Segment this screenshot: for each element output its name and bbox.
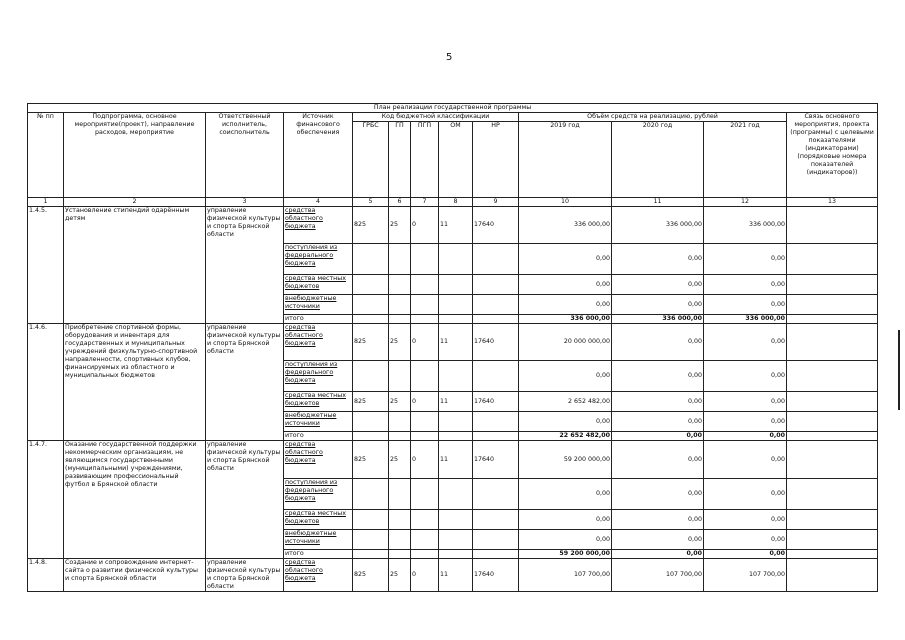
header-funds: Объём средств на реализацию, рублей (519, 113, 787, 122)
source-extra: внебюджетные источники (284, 295, 353, 315)
code-gp (389, 361, 411, 392)
code-grbs: 825 (353, 441, 389, 479)
code-om (439, 275, 473, 295)
amount-2020: 336 000,00 (612, 207, 704, 244)
source-federal: поступления из федерального бюджета (284, 479, 353, 510)
code-pgp: 0 (411, 207, 439, 244)
amount-2019: 336 000,00 (519, 207, 612, 244)
code-gp (389, 432, 411, 441)
amount-2020: 0,00 (612, 510, 704, 530)
header-2021: 2021 год (704, 122, 787, 198)
indicator-link (787, 392, 878, 412)
amount-2019: 20 000 000,00 (519, 324, 612, 361)
code-nr: 17640 (473, 559, 519, 592)
row-number: 1.4.7. (28, 441, 64, 559)
amount-2019: 336 000,00 (519, 315, 612, 324)
indicator-link (787, 207, 878, 244)
amount-2019: 107 700,00 (519, 559, 612, 592)
code-om: 11 (439, 441, 473, 479)
code-om: 11 (439, 392, 473, 412)
source-regional: средства областного бюджета (284, 559, 353, 592)
code-pgp: 0 (411, 324, 439, 361)
amount-2020: 0,00 (612, 432, 704, 441)
amount-2019: 22 652 482,00 (519, 432, 612, 441)
activity-name: Установление стипендий одарённым детям (64, 207, 206, 324)
code-nr (473, 412, 519, 432)
column-number: 3 (206, 198, 284, 207)
code-nr: 17640 (473, 207, 519, 244)
plan-title: План реализации государственной программы (28, 104, 878, 113)
plan-table (27, 103, 878, 592)
header-source: Источник финансового обеспечения (284, 113, 353, 198)
indicator-link (787, 441, 878, 479)
code-pgp (411, 550, 439, 559)
code-nr (473, 550, 519, 559)
amount-2021: 0,00 (704, 530, 787, 550)
activity-name: Приобретение спортивной формы, оборудования и инвентаря для государственных и муниципальных учреждений физкультурно-спортивной направленности, спортивных клубов, финансируемых из областного и муниципальных бюджетов (64, 324, 206, 441)
indicator-link (787, 361, 878, 392)
indicator-link (787, 550, 878, 559)
code-gp (389, 530, 411, 550)
amount-2021: 107 700,00 (704, 559, 787, 592)
code-pgp (411, 295, 439, 315)
executor: управление физической культуры и спорта Брянской области (206, 324, 284, 441)
column-number: 2 (64, 198, 206, 207)
code-nr (473, 479, 519, 510)
amount-2021: 0,00 (704, 441, 787, 479)
column-number: 5 (353, 198, 389, 207)
code-pgp (411, 479, 439, 510)
code-om (439, 530, 473, 550)
code-gp (389, 244, 411, 275)
amount-2019: 0,00 (519, 244, 612, 275)
amount-2021: 336 000,00 (704, 207, 787, 244)
code-nr (473, 295, 519, 315)
column-number: 6 (389, 198, 411, 207)
amount-2019: 0,00 (519, 530, 612, 550)
code-grbs (353, 275, 389, 295)
code-pgp: 0 (411, 559, 439, 592)
amount-2019: 59 200 000,00 (519, 441, 612, 479)
header-2019: 2019 год (519, 122, 612, 198)
source-federal: поступления из федерального бюджета (284, 244, 353, 275)
amount-2019: 0,00 (519, 412, 612, 432)
amount-2020: 107 700,00 (612, 559, 704, 592)
header-pgp: ПГП (411, 122, 439, 198)
code-nr: 17640 (473, 324, 519, 361)
amount-2020: 0,00 (612, 550, 704, 559)
amount-2021: 336 000,00 (704, 315, 787, 324)
indicator-link (787, 510, 878, 530)
amount-2019: 0,00 (519, 295, 612, 315)
indicator-link (787, 412, 878, 432)
source-federal: поступления из федерального бюджета (284, 361, 353, 392)
scan-edge-mark (898, 330, 900, 410)
amount-2019: 0,00 (519, 510, 612, 530)
code-pgp (411, 432, 439, 441)
code-pgp (411, 244, 439, 275)
column-number: 13 (787, 198, 878, 207)
header-num: № пп (28, 113, 64, 198)
code-grbs (353, 295, 389, 315)
indicator-link (787, 275, 878, 295)
code-om (439, 315, 473, 324)
code-om: 11 (439, 324, 473, 361)
code-pgp (411, 275, 439, 295)
activity-name: Оказание государственной поддержки некоммерческим организациям, не являющимся государственными (муниципальными) учреждениями, развивающим профессиональный футбол в Брянской области (64, 441, 206, 559)
table-row (28, 441, 878, 479)
amount-2019: 0,00 (519, 479, 612, 510)
source-total: итого (284, 432, 353, 441)
code-grbs (353, 479, 389, 510)
code-grbs (353, 530, 389, 550)
code-grbs (353, 412, 389, 432)
code-gp: 25 (389, 559, 411, 592)
code-om (439, 479, 473, 510)
code-nr (473, 315, 519, 324)
code-pgp (411, 361, 439, 392)
amount-2020: 0,00 (612, 275, 704, 295)
code-pgp (411, 530, 439, 550)
code-pgp (411, 315, 439, 324)
source-local: средства местных бюджетов (284, 275, 353, 295)
indicator-link (787, 295, 878, 315)
column-number: 4 (284, 198, 353, 207)
code-gp: 25 (389, 324, 411, 361)
source-extra: внебюджетные источники (284, 412, 353, 432)
code-nr (473, 275, 519, 295)
source-local: средства местных бюджетов (284, 510, 353, 530)
code-om (439, 244, 473, 275)
code-om (439, 412, 473, 432)
indicator-link (787, 479, 878, 510)
code-om: 11 (439, 559, 473, 592)
code-nr: 17640 (473, 441, 519, 479)
code-gp: 25 (389, 392, 411, 412)
page-number: 5 (446, 52, 453, 63)
amount-2021: 0,00 (704, 295, 787, 315)
header-activity: Подпрограмма, основное мероприятие(проект), направление расходов, мероприятие (64, 113, 206, 198)
activity-name: Создание и сопровождение интернет-сайта о развитии физической культуры и спорта Брянской области (64, 559, 206, 592)
code-om: 11 (439, 207, 473, 244)
amount-2021: 0,00 (704, 275, 787, 295)
amount-2020: 0,00 (612, 295, 704, 315)
amount-2021: 0,00 (704, 244, 787, 275)
amount-2020: 0,00 (612, 441, 704, 479)
header-indicators: Связь основного мероприятия, проекта (программы) с целевыми показателями (индикаторами) (порядковые номера показателей (индикаторов)) (787, 113, 878, 198)
header-2020: 2020 год (612, 122, 704, 198)
code-om (439, 510, 473, 530)
code-grbs: 825 (353, 324, 389, 361)
column-number: 9 (473, 198, 519, 207)
executor: управление физической культуры и спорта Брянской области (206, 207, 284, 324)
amount-2020: 0,00 (612, 392, 704, 412)
code-grbs: 825 (353, 392, 389, 412)
code-gp: 25 (389, 207, 411, 244)
indicator-link (787, 244, 878, 275)
source-local: средства местных бюджетов (284, 392, 353, 412)
code-grbs (353, 361, 389, 392)
amount-2019: 2 652 482,00 (519, 392, 612, 412)
source-total: итого (284, 315, 353, 324)
row-number: 1.4.5. (28, 207, 64, 324)
header-grbs: ГРБС (353, 122, 389, 198)
code-pgp (411, 510, 439, 530)
amount-2020: 0,00 (612, 530, 704, 550)
amount-2021: 0,00 (704, 412, 787, 432)
column-number: 12 (704, 198, 787, 207)
amount-2021: 0,00 (704, 432, 787, 441)
indicator-link (787, 530, 878, 550)
code-grbs (353, 432, 389, 441)
code-gp (389, 315, 411, 324)
code-om (439, 550, 473, 559)
code-grbs (353, 244, 389, 275)
indicator-link (787, 315, 878, 324)
code-gp (389, 550, 411, 559)
source-regional: средства областного бюджета (284, 207, 353, 244)
code-om (439, 432, 473, 441)
table-row (28, 324, 878, 361)
column-number-row (28, 198, 878, 207)
code-grbs (353, 510, 389, 530)
code-gp (389, 412, 411, 432)
header-nr: НР (473, 122, 519, 198)
column-number: 8 (439, 198, 473, 207)
amount-2021: 0,00 (704, 361, 787, 392)
row-number: 1.4.6. (28, 324, 64, 441)
amount-2020: 0,00 (612, 244, 704, 275)
code-gp (389, 275, 411, 295)
code-grbs (353, 315, 389, 324)
column-number: 1 (28, 198, 64, 207)
indicator-link (787, 559, 878, 592)
header-gp: ГП (389, 122, 411, 198)
amount-2020: 0,00 (612, 361, 704, 392)
code-nr (473, 361, 519, 392)
code-gp (389, 295, 411, 315)
source-total: итого (284, 550, 353, 559)
amount-2020: 0,00 (612, 324, 704, 361)
header-budget-code: Код бюджетной классификации (353, 113, 519, 122)
code-gp: 25 (389, 441, 411, 479)
code-gp (389, 479, 411, 510)
amount-2019: 0,00 (519, 275, 612, 295)
source-regional: средства областного бюджета (284, 324, 353, 361)
column-number: 7 (411, 198, 439, 207)
amount-2020: 0,00 (612, 412, 704, 432)
amount-2020: 336 000,00 (612, 315, 704, 324)
code-nr: 17640 (473, 392, 519, 412)
amount-2021: 0,00 (704, 550, 787, 559)
header-om: ОМ (439, 122, 473, 198)
code-nr (473, 432, 519, 441)
table-row (28, 559, 878, 592)
table-row (28, 207, 878, 244)
amount-2019: 0,00 (519, 361, 612, 392)
amount-2021: 0,00 (704, 510, 787, 530)
row-number: 1.4.8. (28, 559, 64, 592)
code-pgp (411, 412, 439, 432)
code-nr (473, 244, 519, 275)
code-nr (473, 510, 519, 530)
code-gp (389, 510, 411, 530)
executor: управление физической культуры и спорта Брянской области (206, 441, 284, 559)
executor: управление физической культуры и спорта Брянской области (206, 559, 284, 592)
indicator-link (787, 432, 878, 441)
code-grbs: 825 (353, 559, 389, 592)
code-om (439, 361, 473, 392)
amount-2021: 0,00 (704, 324, 787, 361)
code-pgp: 0 (411, 441, 439, 479)
amount-2019: 59 200 000,00 (519, 550, 612, 559)
header-executor: Ответственный исполнитель, соисполнитель (206, 113, 284, 198)
amount-2020: 0,00 (612, 479, 704, 510)
code-grbs (353, 550, 389, 559)
amount-2021: 0,00 (704, 479, 787, 510)
source-regional: средства областного бюджета (284, 441, 353, 479)
code-om (439, 295, 473, 315)
column-number: 11 (612, 198, 704, 207)
column-number: 10 (519, 198, 612, 207)
indicator-link (787, 324, 878, 361)
code-nr (473, 530, 519, 550)
source-extra: внебюджетные источники (284, 530, 353, 550)
code-grbs: 825 (353, 207, 389, 244)
code-pgp: 0 (411, 392, 439, 412)
amount-2021: 0,00 (704, 392, 787, 412)
